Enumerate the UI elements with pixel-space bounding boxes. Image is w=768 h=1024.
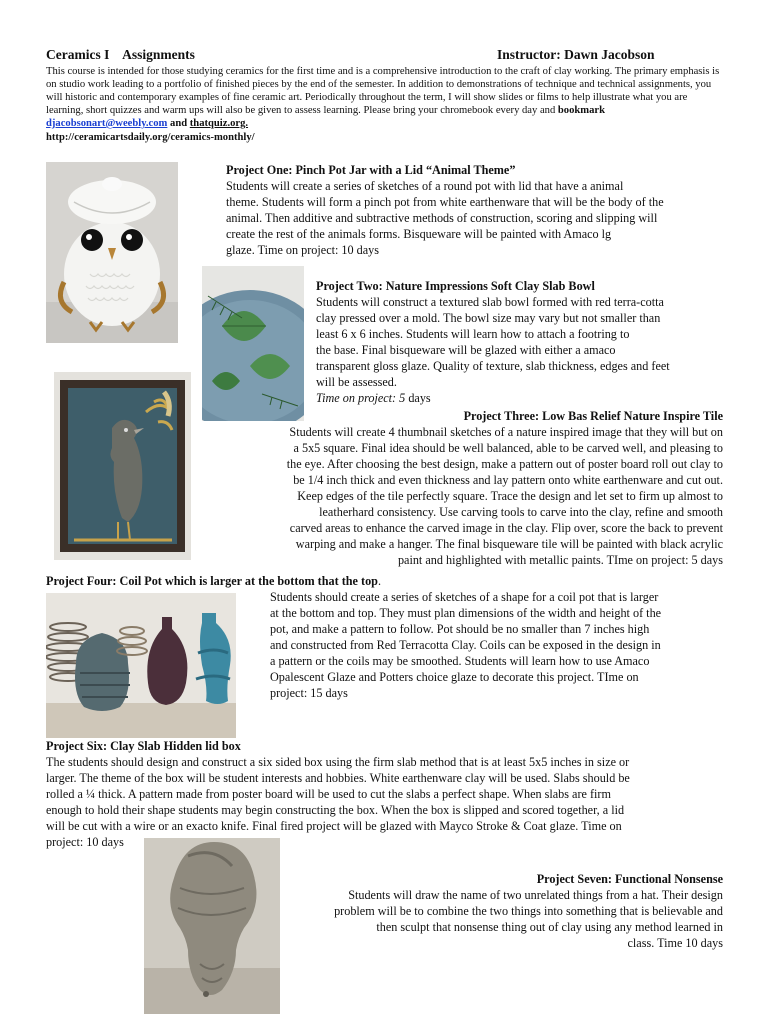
assignments-label: Assignments	[122, 47, 195, 62]
sculpture-photo	[144, 838, 280, 1014]
project-two-time-label: Time on project: 5	[316, 391, 406, 405]
project-two-line: least 6 x 6 inches. Students will learn how to attach a footring to	[316, 327, 630, 341]
intro-paragraph	[46, 65, 722, 130]
project-seven-line: class. Time 10 days	[627, 936, 723, 950]
project-one-line: create the rest of the animals forms. Bisqueware will be painted with Amaco lg	[226, 227, 612, 241]
project-four-title-text: Project Four: Coil Pot which is larger at the bottom that the top	[46, 574, 378, 588]
project-one	[226, 162, 726, 258]
project-six-title: Project Six: Clay Slab Hidden lid box	[46, 739, 241, 753]
quiz-link[interactable]: thatquiz.org.	[189, 118, 249, 129]
project-three-title: Project Three: Low Bas Relief Nature Inspire Tile	[463, 409, 723, 423]
project-one-line: glaze. Time on project: 10 days	[226, 243, 379, 257]
project-three	[200, 408, 723, 568]
project-four-line: and constructed from Red Terracotta Clay. Coils can be exposed in the design in	[270, 638, 661, 652]
project-six-line: The students should design and construct a six sided box using the firm slab method that is at least 5x5 inches in size or	[46, 755, 630, 769]
project-seven	[280, 871, 723, 951]
coil-pots-photo	[46, 593, 236, 738]
project-one-line: animal. Then additive and subtractive methods of construction, scoring and slipping will	[226, 211, 658, 225]
ceramics-url[interactable]: http://ceramicartsdaily.org/ceramics-monthly/	[46, 132, 255, 143]
project-four-line: a pattern or the coils may be smoothed. Students will learn how to use Amaco	[270, 654, 650, 668]
project-four-line: Students should create a series of sketches of a shape for a coil pot that is larger	[270, 590, 659, 604]
project-one-line: theme. Students will form a pinch pot from white earthenware that will be the body of the	[226, 195, 664, 209]
project-six	[46, 738, 736, 850]
owl-jar-photo	[46, 162, 178, 343]
project-three-line: Students will create 4 thumbnail sketches of a nature inspired image that they will but on	[289, 425, 723, 439]
project-two-line: will be assessed.	[316, 375, 397, 389]
project-three-line: be 1/4 inch thick and even thickness and lay pattern onto white earthenware and cut out.	[293, 473, 723, 487]
project-two-time-unit: days	[405, 391, 431, 405]
bird-tile-photo	[54, 372, 191, 560]
project-seven-title: Project Seven: Functional Nonsense	[536, 872, 723, 886]
project-two	[316, 278, 726, 406]
project-two-line: clay pressed over a mold. The bowl size may vary but not smaller than	[316, 311, 661, 325]
project-six-line: rolled a ¼ thick. A pattern made from poster board will be used to cut the slabs a perfect shape. When slabs are firm	[46, 787, 611, 801]
project-seven-line: problem will be to combine the two things into something that is believable and	[334, 904, 723, 918]
project-three-line: the eye. After choosing the best design, make a pattern out of poster board roll out clay to	[286, 457, 723, 471]
project-three-line: paint and highlighted with metallic paints. TIme on project: 5 days	[397, 553, 723, 567]
project-one-title: Project One: Pinch Pot Jar with a Lid “Animal Theme”	[226, 163, 516, 177]
project-two-line: Students will construct a textured slab bowl formed with red terra-cotta	[316, 295, 664, 309]
project-six-line: project: 10 days	[46, 835, 124, 849]
project-two-line: the base. Final bisqueware will be glazed with either a amaco	[316, 343, 616, 357]
course-title	[46, 47, 195, 63]
project-three-line: carved areas to enhance the carved image in the clay. Flip over, score the back to prevent	[289, 521, 723, 535]
project-four-line: Opalescent Glaze and Potters choice glaze to decorate this project. TIme on	[270, 670, 639, 684]
project-four-line: pot, and make a pattern to follow. Pot should be no smaller than 7 inches high	[270, 622, 650, 636]
project-two-line: transparent gloss glaze. Quality of texture, slab thickness, edges and feet	[316, 359, 670, 373]
leaf-bowl-photo	[202, 266, 304, 421]
project-three-line: a 5x5 square. Final idea should be well balanced, able to be carved well, and pleasing to	[293, 441, 723, 455]
project-four-title	[46, 573, 381, 589]
project-six-line: will be cut with a wire or an exacto knife. Final fired project will be glazed with Mayco Stroke & Coat glaze. Time on	[46, 819, 622, 833]
project-two-title: Project Two: Nature Impressions Soft Clay Slab Bowl	[316, 279, 595, 293]
project-four-title-period: .	[377, 574, 381, 588]
project-six-line: enough to hold their shape students may begin constructing the box. When the box is slipped and scored together, a lid	[46, 803, 625, 817]
project-three-line: Keep edges of the tile perfectly square. Trace the design and let set to firm up almost to	[297, 489, 723, 503]
and-label: and	[170, 118, 188, 129]
project-six-line: larger. The theme of the box will be student interests and hobbies. White earthenware clay will be used. Slabs should be	[46, 771, 630, 785]
bookmark-label: bookmark	[557, 105, 605, 116]
email-link[interactable]: djacobsonart@weebly.com	[46, 118, 168, 129]
project-four	[270, 589, 726, 701]
project-four-line: project: 15 days	[270, 686, 348, 700]
project-three-line: leatherhard consistency. Use carving tools to carve into the clay, refine and smooth	[319, 505, 723, 519]
instructor-name: Instructor: Dawn Jacobson	[497, 47, 655, 62]
project-one-line: Students will create a series of sketches of a round pot with lid that have a animal	[226, 179, 624, 193]
project-four-line: at the bottom and top. They must plan dimensions of the width and height of the	[270, 606, 662, 620]
course-name: Ceramics I	[46, 47, 110, 62]
project-two-time	[316, 390, 726, 406]
intro-text: This course is intended for those studying ceramics for the first time and is a comprehensive introduction to the craft of clay working. The primary emphasis is on studio work leading to a portfolio of finished pieces by the end of the semester. In addition to demonstrations of technique and technical assignments, you will historic and contemporary examples of fine ceramic art. Periodically throughout the term, I will show slides or films to help illustrate what you are learning, short quizzes and warm ups will also be given to assess learning. Please bring your chromebook every day and	[46, 66, 720, 116]
project-three-line: warping and make a hanger. The final bisqueware tile will be painted with black acrylic	[295, 537, 723, 551]
project-seven-line: then sculpt that nonsense thing out of clay using any method learned in	[376, 920, 723, 934]
project-seven-line: Students will draw the name of two unrelated things from a hat. Their design	[348, 888, 723, 902]
